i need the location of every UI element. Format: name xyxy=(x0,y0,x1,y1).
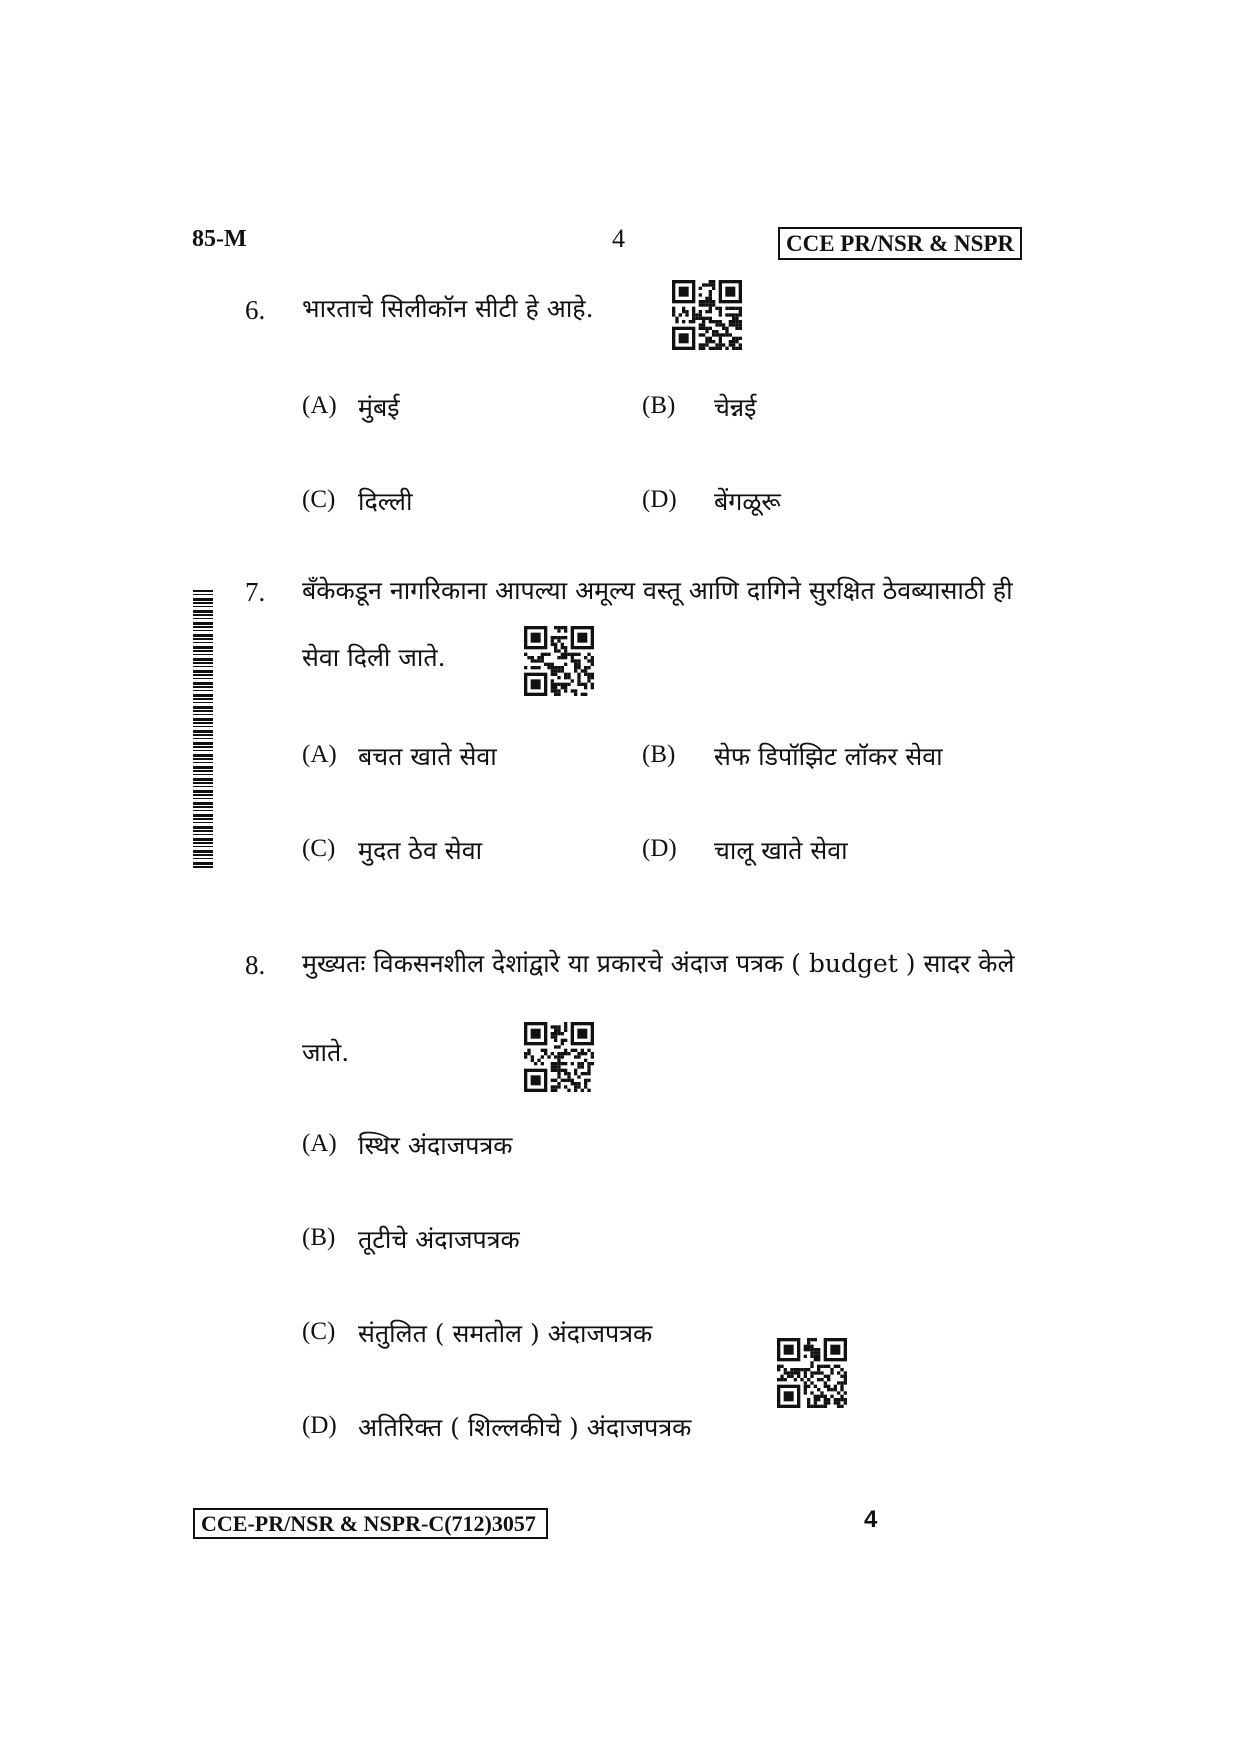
question-6-option-c-text: दिल्ली xyxy=(358,487,413,516)
qr-code-icon xyxy=(777,1338,847,1408)
qr-code-icon xyxy=(672,280,742,350)
question-7-option-b-text: सेफ डिपॉझिट लॉकर सेवा xyxy=(714,742,943,771)
question-8-option-c-text: संतुलित ( समतोल ) अंदाजपत्रक xyxy=(358,1319,653,1348)
question-6-option-a-label: (A) xyxy=(302,392,337,419)
question-8-option-a-text: स्थिर अंदाजपत्रक xyxy=(358,1131,513,1160)
footer-page-number: 4 xyxy=(864,1506,878,1533)
question-8-option-b-label: (B) xyxy=(302,1224,336,1251)
question-7-option-b-label: (B) xyxy=(642,741,676,768)
paper-code: 85-M xyxy=(192,226,247,252)
qr-code-icon xyxy=(524,626,594,696)
series-box: CCE PR/NSR & NSPR xyxy=(778,227,1022,260)
question-7-text-line-2: सेवा दिली जाते. xyxy=(302,643,446,672)
question-6-option-d-label: (D) xyxy=(642,486,677,513)
question-7-option-a-text: बचत खाते सेवा xyxy=(358,742,497,771)
question-7-text-line-1: बँकेकडून नागरिकाना आपल्या अमूल्य वस्तू आणि दागिने सुरक्षित ठेवब्यासाठी ही xyxy=(302,576,1013,605)
question-6-option-d-text: बेंगळूरू xyxy=(714,487,781,516)
question-8-option-d-label: (D) xyxy=(302,1412,337,1439)
question-7-option-d-text: चालू खाते सेवा xyxy=(714,836,848,865)
question-7-option-a-label: (A) xyxy=(302,741,337,768)
question-8-text-line-1: मुख्यतः विकसनशील देशांद्वारे या प्रकारचे अंदाज पत्रक ( budget ) सादर केले xyxy=(302,949,1015,978)
question-8-option-b-text: तूटीचे अंदाजपत्रक xyxy=(358,1225,520,1254)
header-page-number: 4 xyxy=(612,224,625,253)
question-7-number: 7. xyxy=(245,577,266,607)
qr-code-icon xyxy=(524,1022,594,1092)
question-6-option-b-text: चेन्नई xyxy=(714,393,757,422)
question-8-option-d-text: अतिरिक्त ( शिल्लकीचे ) अंदाजपत्रक xyxy=(358,1413,692,1442)
footer-code-box: CCE-PR/NSR & NSPR-C(712)3057 xyxy=(193,1508,548,1539)
question-6-number: 6. xyxy=(245,295,266,325)
question-8-option-a-label: (A) xyxy=(302,1130,337,1157)
question-8-option-c-label: (C) xyxy=(302,1318,336,1345)
question-7-option-c-label: (C) xyxy=(302,835,336,862)
question-8-text-line-2: जाते. xyxy=(302,1038,350,1067)
question-6-text: भारताचे सिलीकॉन सीटी हे आहे. xyxy=(302,294,594,323)
question-6-option-a-text: मुंबई xyxy=(358,393,400,422)
side-barcode xyxy=(193,590,213,870)
question-8-number: 8. xyxy=(245,950,266,980)
question-6-option-c-label: (C) xyxy=(302,486,336,513)
question-6-option-b-label: (B) xyxy=(642,392,676,419)
question-7-option-d-label: (D) xyxy=(642,835,677,862)
question-7-option-c-text: मुदत ठेव सेवा xyxy=(358,836,483,865)
